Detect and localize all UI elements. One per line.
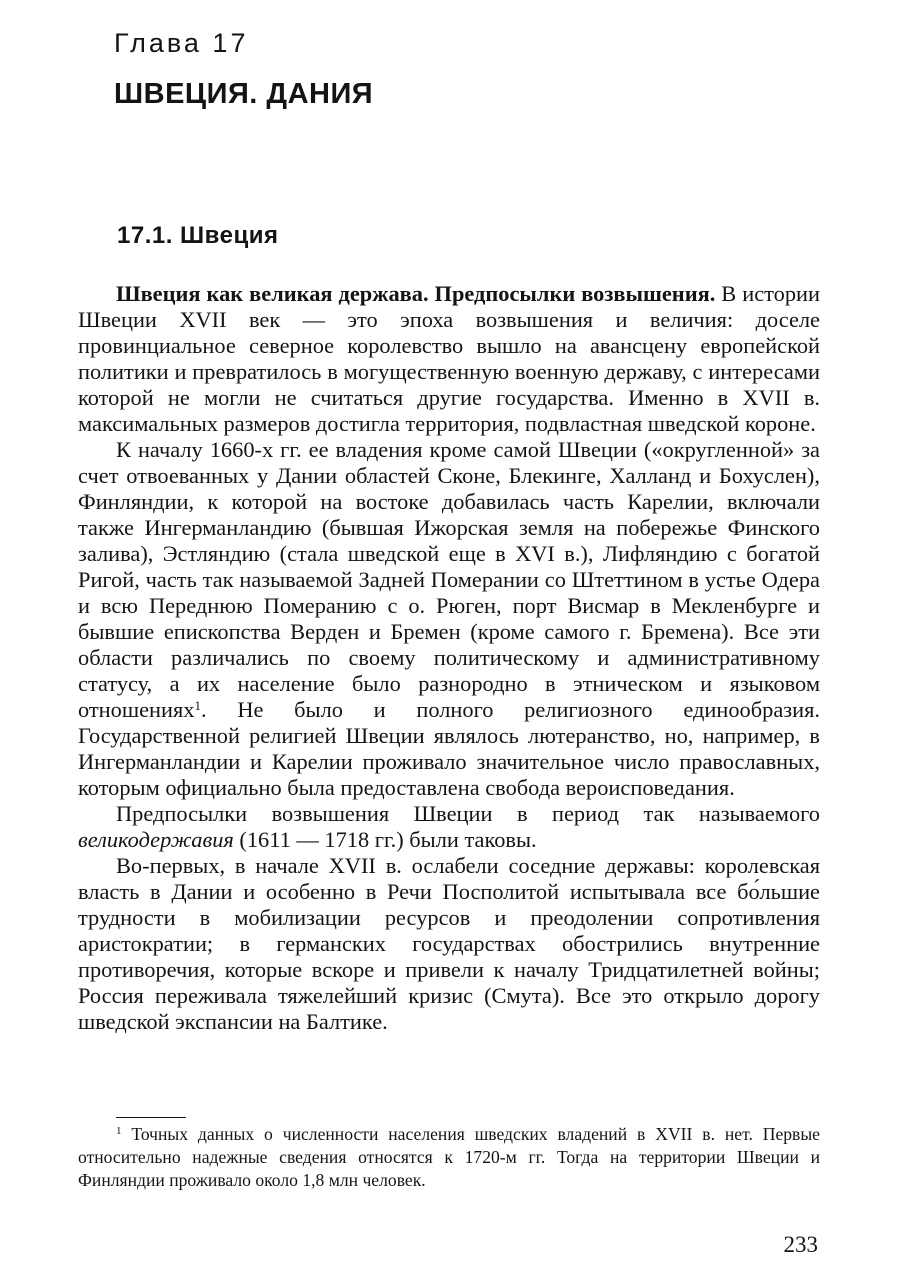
footnote-text: Точных данных о численности населения шведских владений в XVII в. нет. Первые относительно надежные сведения относятся к 1720-м гг. Тогда на территории Швеции и Финляндии проживало около 1,8 млн человек. — [78, 1124, 820, 1190]
paragraph-run-in-heading: Швеция как великая держава. Предпосылки возвышения. — [116, 281, 716, 306]
paragraph — [78, 281, 820, 437]
paragraph — [78, 801, 820, 853]
chapter-label: Глава 17 — [114, 28, 249, 58]
paragraph-text: В истории Швеции XVII век — это эпоха возвышения и величия: доселе провинциальное северное королевство вышло на авансцену европейской политики и превратилось в могущественную военную державу, с интересами которой не могли не считаться другие государства. Именно в XVII в. максимальных размеров достигла территория, подвластная шведской короне. — [78, 281, 820, 436]
footnote-reference[interactable]: 1 — [194, 698, 202, 713]
paragraph-text: Во-первых, в начале XVII в. ослабели соседние державы: королевская власть в Дании и особенно в Речи Посполитой испытывала все бо́льшие трудности в мобилизации ресурсов и преодолении сопротивления аристократии; в германских государствах обострились внутренние противоречия, которые вскоре и привели к началу Тридцатилетней войны; Россия переживала тяжелейший кризис (Смута). Все это открыло дорогу шведской экспансии на Балтике. — [78, 853, 820, 1034]
page-number: 233 — [783, 1232, 818, 1257]
chapter-title: ШВЕЦИЯ. ДАНИЯ — [114, 78, 374, 110]
paragraph-text: (1611 — 1718 гг.) были таковы. — [233, 827, 537, 852]
body-text — [78, 281, 820, 1035]
italic-term: великодержавия — [78, 827, 234, 852]
section-title: 17.1. Швеция — [117, 222, 279, 249]
paragraph-text: К началу 1660-х гг. ее владения кроме самой Швеции («округленной» за счет отвоеванных у Дании областей Сконе, Блекинге, Халланд и Бохуслен), Финляндии, к которой на востоке добавилась часть Карелии, включали также Ингерманландию (бывшая Ижорская земля на побережье Финского залива), Эстляндию (стала шведской еще в XVI в.), Лифляндию с богатой Ригой, часть так называемой Задней Померании со Штеттином в устье Одера и всю Переднюю Померанию с о. Рюген, порт Висмар в Мекленбурге и бывшие епископства Верден и Бремен (кроме самого г. Бремена). Все эти области различались по своему политическому и административному статусу, а их население было разнородно в этническом и языковом отношениях — [78, 437, 820, 722]
paragraph-text: Предпосылки возвышения Швеции в период так называемого — [116, 801, 820, 826]
paragraph — [78, 853, 820, 1035]
paragraph — [78, 437, 820, 801]
footnote — [78, 1123, 820, 1192]
footnote-mark: 1 — [116, 1125, 122, 1137]
footnote-divider — [116, 1117, 186, 1118]
paragraph-text: . Не было и полного религиозного единообразия. Государственной религией Швеции являлось лютеранство, но, например, в Ингерманландии и Карелии проживало значительное число православных, которым официально была предоставлена свобода вероисповедания. — [78, 697, 820, 800]
